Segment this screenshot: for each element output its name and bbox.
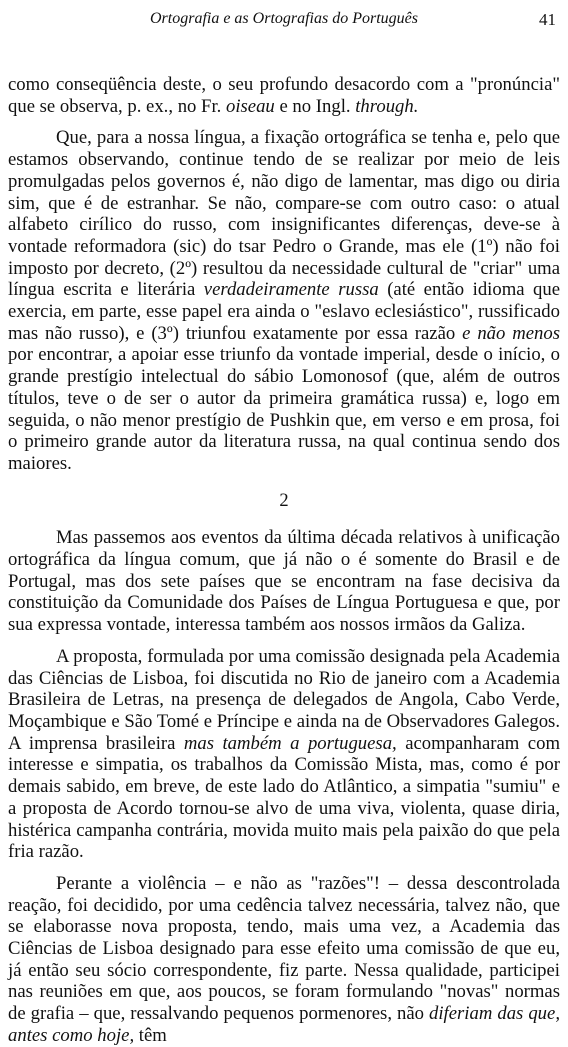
paragraph-1 (8, 74, 560, 117)
text-run: Mas passemos aos eventos da última década relativos à unificação ortográfica da língua comum, que já não o é somente do Brasil e de Portugal, mas dos sete países que se encontram na fase decisiva da constituição da Comunidade dos Países de Língua Portuguesa e que, por sua expressa vontade, interessa também aos nossos irmãos da Galiza. (8, 527, 560, 636)
italic-run: e não menos (462, 322, 561, 344)
paragraph-3 (8, 527, 560, 636)
text-run: acompanharam com interesse e simpatia, os trabalhos da Comissão Mista, mas, como é por demais sabido, em breve, de este lado do Atlântico, a simpatia "sumiu" e a proposta de Acordo tornou-se alvo de uma viva, violenta, quase diria, histérica campanha contrária, movida muito mais pela paixão do que pela fria razão. (8, 732, 560, 863)
text-run: (até então idioma que exercia, em parte, esse papel era ainda o "eslavo eclesiástico", russificado mas não russo), e (3º) triunfou exatamente por essa razão (8, 279, 560, 344)
italic-run: through. (355, 95, 419, 117)
italic-run: diferiam das que, antes como hoje, (8, 1003, 560, 1046)
paragraph-5 (8, 873, 560, 1047)
body-text (8, 74, 560, 1047)
italic-run: verdadeiramente russa (203, 279, 379, 301)
section-number: 2 (279, 490, 289, 511)
running-header (0, 10, 568, 34)
text-run: A proposta, formulada por uma comissão designada pela Academia das Ciências de Lisboa, foi discutida no Rio de janeiro com a Academia Brasileira de Letras, na presença de delegados de Angola, Cabo Verde, Moçambique e São Tomé e Príncipe e ainda na de Observadores Galegos. A imprensa brasileira (8, 645, 560, 754)
text-run: como conseqüência deste, o seu profundo desacordo com a "pronúncia" que se observa, p. ex., no Fr. (8, 74, 560, 117)
text-run: por encontrar, a apoiar esse triunfo da vontade imperial, desde o início, o grande prestígio intelectual do sábio Lomonosof (que, além de outros títulos, teve o de ser o autor da primeira gramática russa) e, logo em seguida, o não menor prestígio de Pushkin que, em verso e em prosa, foi o primeiro grande autor da literatura russa, na qual continua sendo dos maiores. (8, 344, 560, 474)
paragraph-2 (8, 127, 560, 474)
text-run: Que, para a nossa língua, a fixação ortográfica se tenha e, pelo que estamos observando, continue tendo de se realizar por meio de leis promulgadas pelos governos é, não digo de lamentar, mas digo ou diria sim, que é de estranhar. Se não, compare-se com outro caso: o atual alfabeto cirílico do russo, com insignificantes diferenças, deve-se à vontade reformadora (sic) do tsar Pedro o Grande, mas ele (1º) não foi imposto por decreto, (2º) resultou da necessidade cultural de "criar" uma língua escrita e literária (8, 127, 560, 301)
text-run: e no Ingl. (274, 95, 356, 117)
text-run: Perante a violência – e não as "razões"! – dessa descontrolada reação, foi decidido, por uma cedência talvez necessária, talvez não, que se elaborasse nova proposta, tendo, mais uma vez, a Academia das Ciências de Lisboa designado para esse efeito uma comissão de que eu, já então seu sócio correspondente, fiz parte. Nessa qualidade, participei nas reuniões em que, aos poucos, se foram formulando "novas" normas de grafia – que, ressalvando pequenos pormenores, não (8, 872, 560, 1025)
paragraph-4 (8, 646, 560, 863)
page-number: 41 (539, 10, 556, 29)
text-run: têm (134, 1024, 167, 1046)
italic-run: mas também a portuguesa, (183, 732, 397, 754)
italic-run: oiseau (225, 95, 275, 117)
running-title: Ortografia e as Ortografias do Português (149, 10, 418, 27)
